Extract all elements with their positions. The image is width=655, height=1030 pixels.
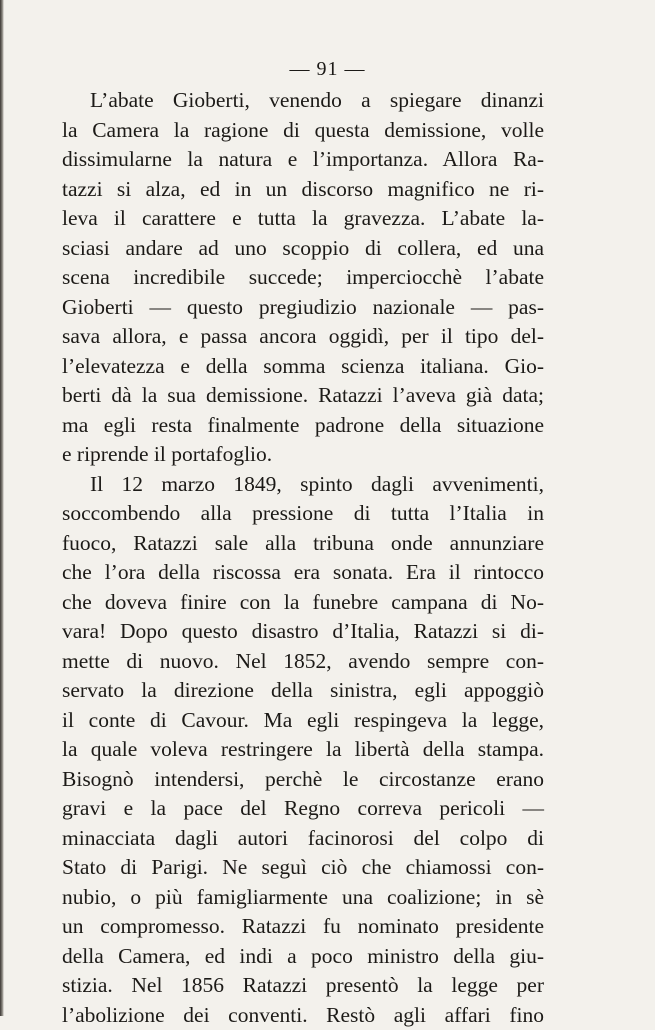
text-line: della Camera, ed indi a poco ministro della giu- [62,942,544,972]
text-line: servato la direzione della sinistra, egli appoggiò [62,676,544,706]
text-line: Bisognò intendersi, perchè le circostanze erano [62,765,544,795]
text-line: sava allora, e passa ancora oggidì, per il tipo del- [62,322,544,352]
text-line: ma egli resta finalmente padrone della situazione [62,411,544,441]
text-line: tazzi si alza, ed in un discorso magnifico ne ri- [62,175,544,205]
text-line: un compromesso. Ratazzi fu nominato presidente [62,912,544,942]
text-line: fuoco, Ratazzi sale alla tribuna onde annunziare [62,529,544,559]
text-line: minacciata dagli autori facinorosi del colpo di [62,824,544,854]
text-line: che l’ora della riscossa era sonata. Era il rintocco [62,558,544,588]
page-binding-edge [0,0,4,1016]
text-line: Stato di Parigi. Ne seguì ciò che chiamossi con- [62,853,544,883]
text-line: vara! Dopo questo disastro d’Italia, Ratazzi si di- [62,617,544,647]
text-line: il conte di Cavour. Ma egli respingeva la legge, [62,706,544,736]
text-line: mette di nuovo. Nel 1852, avendo sempre con- [62,647,544,677]
text-line: scena incredibile succede; imperciocchè l’abate [62,263,544,293]
text-line: nubio, o più famigliarmente una coalizione; in sè [62,883,544,913]
text-line: soccombendo alla pressione di tutta l’Italia in [62,499,544,529]
page-number: — 91 — [0,58,655,81]
text-line: Il 12 marzo 1849, spinto dagli avvenimenti, [62,470,544,500]
text-line: la quale voleva restringere la libertà della stampa. [62,735,544,765]
text-line: leva il carattere e tutta la gravezza. L’abate la- [62,204,544,234]
text-line: stizia. Nel 1856 Ratazzi presentò la legge per [62,971,544,1001]
text-line: Gioberti — questo pregiudizio nazionale — pas- [62,293,544,323]
text-line: sciasi andare ad uno scoppio di collera, ed una [62,234,544,264]
text-line: dissimularne la natura e l’importanza. Allora Ra- [62,145,544,175]
body-text [62,86,544,1030]
text-line: l’abolizione dei conventi. Restò agli affari fino [62,1001,544,1030]
text-line: che doveva finire con la funebre campana di No- [62,588,544,618]
text-line: berti dà la sua demissione. Ratazzi l’aveva già data; [62,381,544,411]
text-line: l’elevatezza e della somma scienza italiana. Gio- [62,352,544,382]
text-line: la Camera la ragione di questa demissione, volle [62,116,544,146]
text-line: gravi e la pace del Regno correva pericoli — [62,794,544,824]
text-line: e riprende il portafoglio. [62,440,544,470]
text-line: L’abate Gioberti, venendo a spiegare dinanzi [62,86,544,116]
